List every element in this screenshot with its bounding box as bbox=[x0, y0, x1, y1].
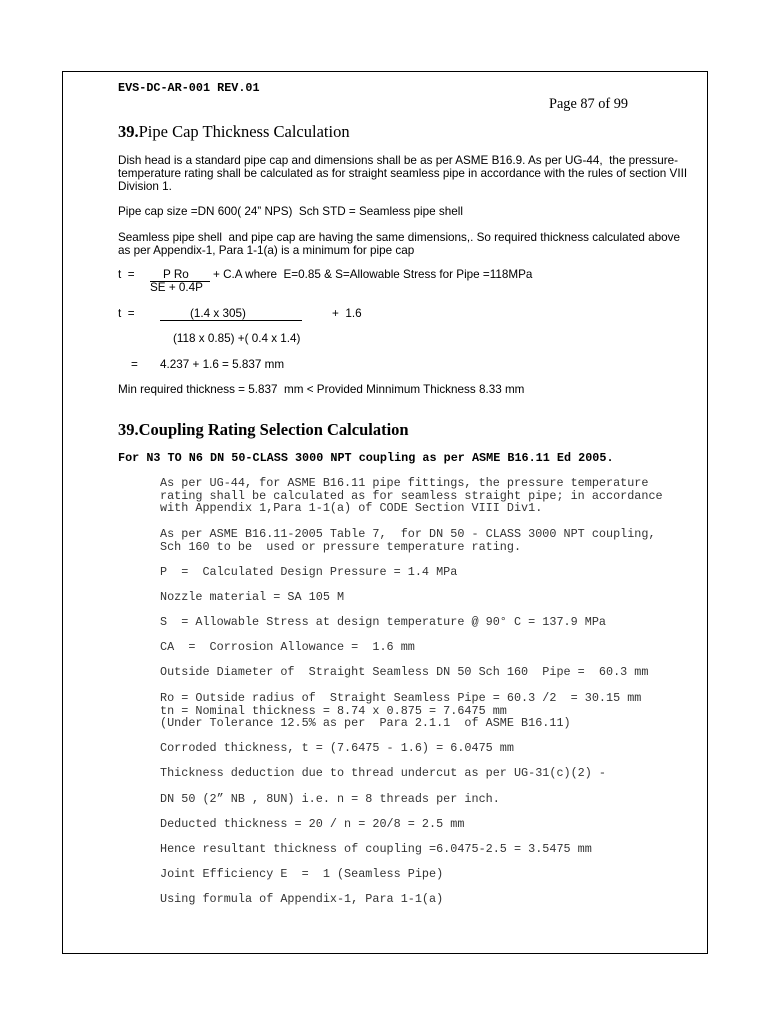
radius-thickness-block bbox=[160, 692, 641, 730]
section-title: Pipe Cap Thickness Calculation bbox=[138, 122, 350, 141]
deducted-thickness-line: Deducted thickness = 20 / n = 20/8 = 2.5 mm bbox=[160, 817, 465, 831]
paragraph-line: Ro = Outside radius of Straight Seamless Pipe = 60.3 /2 = 30.15 mm bbox=[160, 691, 642, 705]
substitution-numerator: (1.4 x 305) bbox=[160, 307, 302, 321]
intro-paragraph bbox=[118, 154, 687, 193]
formula-numerator: P Ro bbox=[150, 268, 210, 282]
paragraph-line: Sch 160 to be used or pressure temperature rating. bbox=[160, 539, 522, 554]
ug44-applicability-note bbox=[160, 477, 663, 515]
page-number: Page 87 of 99 bbox=[549, 95, 629, 112]
design-pressure-line: P = Calculated Design Pressure = 1.4 MPa bbox=[160, 565, 458, 579]
formula-lhs: t = bbox=[118, 267, 135, 281]
paragraph-line: As per UG-44, for ASME B16.11 pipe fittings, the pressure temperature bbox=[160, 476, 649, 490]
paragraph-line: Seamless pipe shell and pipe cap are having the same dimensions,. So required thickness calculated above bbox=[118, 230, 680, 244]
section-heading-coupling: 39.Coupling Rating Selection Calculation bbox=[118, 420, 409, 439]
paragraph-line: (Under Tolerance 12.5% as per Para 2.1.1 of ASME B16.11) bbox=[160, 716, 571, 730]
formula-denominator: SE + 0.4P bbox=[150, 281, 203, 294]
coupling-scope-line: For N3 TO N6 DN 50-CLASS 3000 NPT coupling as per ASME B16.11 Ed 2005. bbox=[118, 451, 614, 465]
result-equals-sign: = bbox=[131, 357, 138, 371]
min-thickness-conclusion: Min required thickness = 5.837 mm < Provided Minnimum Thickness 8.33 mm bbox=[118, 382, 525, 396]
allowable-stress-line: S = Allowable Stress at design temperature @ 90° C = 137.9 MPa bbox=[160, 615, 606, 629]
corroded-thickness-line: Corroded thickness, t = (7.6475 - 1.6) = 6.0475 mm bbox=[160, 741, 514, 755]
paragraph-line: Dish head is a standard pipe cap and dimensions shall be as per ASME B16.9. As per UG-44, the pressure- bbox=[118, 153, 679, 167]
resultant-thickness-line: Hence resultant thickness of coupling =6.0475-2.5 = 3.5475 mm bbox=[160, 842, 592, 856]
paragraph-line: Division 1. bbox=[118, 179, 172, 193]
paragraph-line: As per ASME B16.11-2005 Table 7, for DN 50 - CLASS 3000 NPT coupling, bbox=[160, 527, 656, 541]
table7-rating-note bbox=[160, 528, 656, 553]
nozzle-material-line: Nozzle material = SA 105 M bbox=[160, 590, 345, 604]
result-expression: 4.237 + 1.6 = 5.837 mm bbox=[160, 357, 285, 371]
paragraph-line: with Appendix 1,Para 1-1(a) of CODE Section VIII Div1. bbox=[160, 501, 543, 515]
section-heading-pipe-cap bbox=[118, 122, 350, 141]
section-number: 39. bbox=[118, 122, 139, 141]
formula-definition: + C.A where E=0.85 & S=Allowable Stress for Pipe =118MPa bbox=[213, 267, 533, 281]
dimension-note-paragraph bbox=[118, 231, 680, 257]
paragraph-line: tn = Nominal thickness = 8.74 x 0.875 = 7.6475 mm bbox=[160, 703, 507, 718]
pipe-cap-size-line: Pipe cap size =DN 600( 24” NPS) Sch STD = Seamless pipe shell bbox=[118, 204, 463, 218]
paragraph-line: temperature rating shall be calculated as for straight seamless pipe in accordance with the rules of section VIII bbox=[118, 166, 688, 180]
corrosion-allowance-line: CA = Corrosion Allowance = 1.6 mm bbox=[160, 640, 415, 654]
paragraph-line: rating shall be calculated as for seamless straight pipe; in accordance bbox=[160, 488, 663, 503]
formula-reference-line: Using formula of Appendix-1, Para 1-1(a) bbox=[160, 892, 444, 906]
outside-diameter-line: Outside Diameter of Straight Seamless DN 50 Sch 160 Pipe = 60.3 mm bbox=[160, 665, 649, 679]
joint-efficiency-line: Joint Efficiency E = 1 (Seamless Pipe) bbox=[160, 867, 444, 881]
substitution-denominator: (118 x 0.85) +( 0.4 x 1.4) bbox=[173, 331, 301, 345]
paragraph-line: as per Appendix-1, Para 1-1(a) is a minimum for pipe cap bbox=[118, 243, 415, 257]
document-id: EVS-DC-AR-001 REV.01 bbox=[118, 81, 260, 95]
substitution-addend: + 1.6 bbox=[332, 306, 362, 320]
thread-spec-line: DN 50 (2” NB , 8UN) i.e. n = 8 threads per inch. bbox=[160, 792, 500, 806]
substitution-lhs: t = bbox=[118, 306, 135, 320]
thread-deduction-line: Thickness deduction due to thread undercut as per UG-31(c)(2) - bbox=[160, 766, 606, 780]
